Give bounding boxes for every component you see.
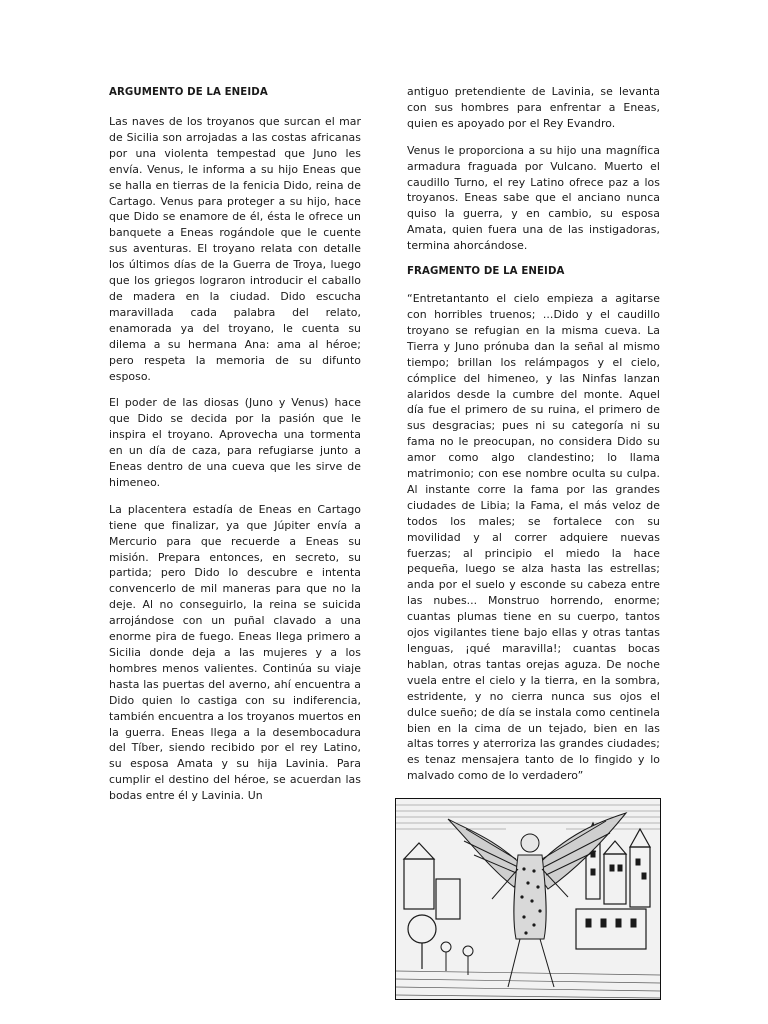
woodcut-winged-fame-icon	[396, 799, 660, 999]
left-column	[109, 84, 361, 815]
heading-argumento: ARGUMENTO DE LA ENEIDA	[109, 87, 268, 98]
paragraph: Venus le proporciona a su hijo una magnífica armadura fraguada por Vulcano. Muerto el caudillo Turno, el rey Latino ofrece paz a los troyanos. Eneas sabe que el anciano nunca quiso la guerra, y en cambio, su esposa Amata, quien fuera una de las instigadoras, termina ahorcándose.	[407, 143, 660, 253]
paragraph: Las naves de los troyanos que surcan el mar de Sicilia son arrojadas a las costas africanas por una violenta tempestad que Juno les envía. Venus, le informa a su hijo Eneas que se halla en tierras de la fenicia Dido, reina de Cartago. Venus para proteger a su hijo, hace que Dido se enamore de él, ésta le ofrece un banquete a Eneas rogándole que le cuente sus aventuras. El troyano relata con detalle los últimos días de la Guerra de Troya, luego que los griegos lograron introducir el caballo de madera en la ciudad. Dido escucha maravillada cada palabra del relato, enamorada ya del troyano, le cuenta su dilema a su hermana Ana: ama al héroe; pero respeta la memoria de su difunto esposo.	[109, 115, 361, 383]
paragraph: antiguo pretendiente de Lavinia, se levanta con sus hombres para enfrentar a Eneas, quien es apoyado por el Rey Evandro.	[407, 85, 660, 130]
woodcut-illustration	[395, 798, 661, 1000]
paragraph: La placentera estadía de Eneas en Cartago tiene que finalizar, ya que Júpiter envía a Mercurio para que recuerde a Eneas su misión. Prepara entonces, en secreto, su partida; pero Dido lo descubre e intenta convencerlo de mil maneras para que no la deje. Al no conseguirlo, la reina se suicida arrojándose con un puñal clavado a una enorme pira de fuego. Eneas llega primero a Sicilia donde deja a las mujeres y a los hombres menos valientes. Continúa su viaje hasta las puertas del averno, ahí encuentra a Dido quien lo castiga con su indiferencia, también encuentra a los troyanos muertos en la guerra. Eneas llega a la desembocadura del Tíber, siendo recibido por el rey Latino, su esposa Amata y su hija Lavinia. Para cumplir el destino del héroe, se acuerdan las bodas entre él y Lavinia. Un	[109, 502, 361, 803]
right-column	[407, 84, 660, 795]
heading-fragmento: FRAGMENTO DE LA ENEIDA	[407, 266, 565, 278]
paragraph: El poder de las diosas (Juno y Venus) hace que Dido se decida por la pasión que le inspira el troyano. Aprovecha una tormenta en un día de caza, para refugiarse junto a Eneas dentro de una cueva que les sirve de himeneo.	[109, 396, 361, 489]
quote-fragment: “Entretantanto el cielo empieza a agitarse con horribles truenos; ...Dido y el caudillo troyano se refugian en la misma cueva. La Tierra y Juno prónuba dan la señal al mismo tiempo; brillan los relámpagos y el cielo, cómplice del himeneo, y las Ninfas lanzan alaridos desde la cumbre del monte. Aquel día fue el primero de su ruina, el primero de sus desgracias; pues ni su categoría ni su fama no le preocupan, no considera Dido su amor como algo clandestino; lo llama matrimonio; con ese nombre oculta su culpa. Al instante corre la fama por las grandes ciudades de Libia; la Fama, el más veloz de todos los males; se fortalece con su movilidad y al correr adquiere nuevas fuerzas; al principio el miedo la hace pequeña, luego se alza hasta las estrellas; anda por el suelo y esconde su cabeza entre las nubes... Monstruo horrendo, enorme; cuantas plumas tiene en su cuerpo, tantos ojos vigilantes tiene bajo ellas y otras tantas lenguas, ¡qué maravilla!; cuantas bocas hablan, otras tantas orejas aguza. De noche vuela entre el cielo y la tierra, en la sombra, estridente, y no cierra nunca sus ojos el dulce sueño; de día se instala como centinela bien en la cima de un tejado, bien en las altas torres y aterroriza las grandes ciudades; es tenaz mensajera tanto de lo fingido y lo malvado como de lo verdadero”	[407, 292, 660, 783]
